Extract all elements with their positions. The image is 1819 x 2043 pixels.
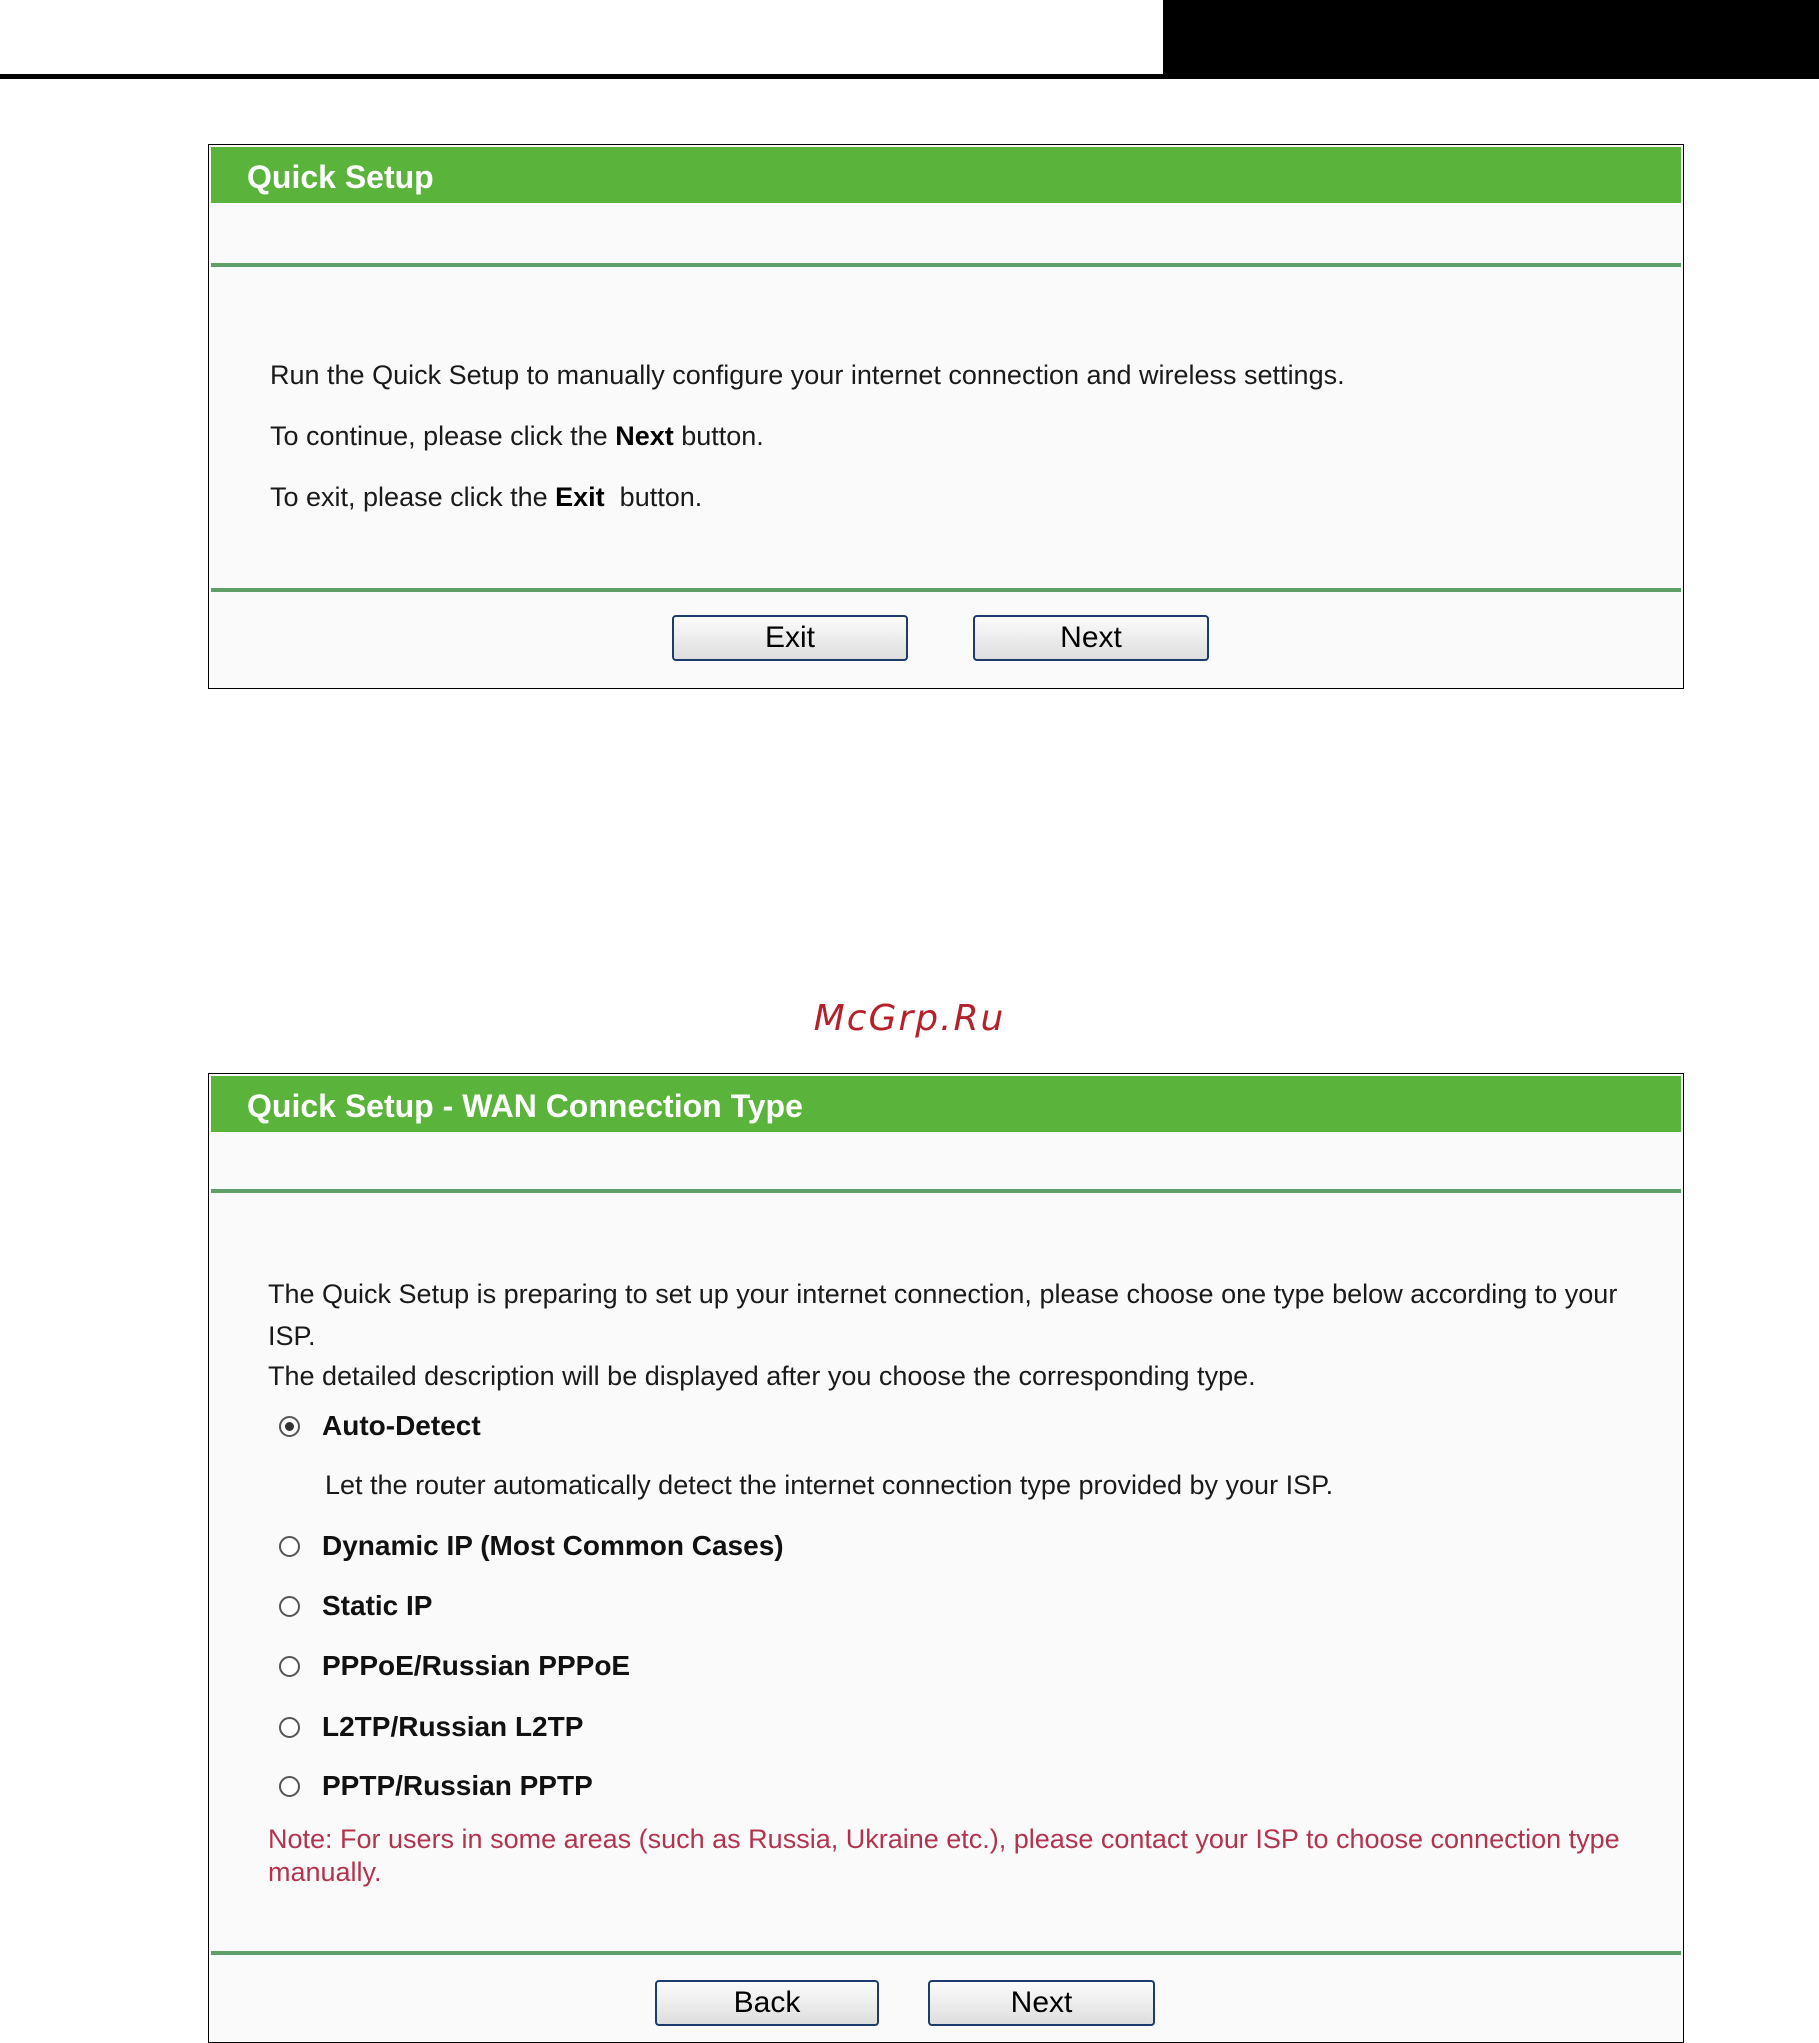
exit-button[interactable]: Exit xyxy=(672,615,908,661)
watermark: McGrp.Ru xyxy=(813,998,1006,1039)
option-label: PPTP/Russian PPTP xyxy=(322,1770,593,1801)
note-text: Note: For users in some areas (such as Russia, Ukraine etc.), please contact your ISP to choose connection type xyxy=(268,1824,1620,1854)
radio-option-pptp[interactable] xyxy=(279,1770,593,1802)
radio-button-icon[interactable] xyxy=(279,1596,300,1617)
intro-text: The Quick Setup is preparing to set up your internet connection, please choose one type below according to your xyxy=(268,1279,1618,1309)
description-hint: The detailed description will be displayed after you choose the corresponding type. xyxy=(268,1361,1256,1391)
footer-divider xyxy=(211,1951,1681,1955)
page-header-block xyxy=(1163,0,1819,79)
quick-setup-panel xyxy=(208,144,1684,689)
next-button[interactable]: Next xyxy=(928,1980,1155,2026)
option-label: PPPoE/Russian PPPoE xyxy=(322,1650,631,1681)
note-text-continued: manually. xyxy=(268,1857,382,1887)
option-label: Static IP xyxy=(322,1590,433,1621)
option-label: Dynamic IP (Most Common Cases) xyxy=(322,1530,784,1561)
panel-header xyxy=(211,147,1681,203)
panel-title: Quick Setup xyxy=(247,159,434,195)
radio-option-dynamic-ip[interactable] xyxy=(279,1530,784,1562)
radio-option-l2tp[interactable] xyxy=(279,1711,583,1743)
continue-instruction: To continue, please click the Next button. xyxy=(270,421,764,451)
header-divider xyxy=(211,263,1681,267)
exit-instruction: To exit, please click the Exit button. xyxy=(270,482,703,512)
footer-divider xyxy=(211,588,1681,592)
intro-text-continued: ISP. xyxy=(268,1321,316,1351)
back-button[interactable]: Back xyxy=(655,1980,879,2026)
wan-connection-type-panel xyxy=(208,1073,1684,2043)
radio-option-auto-detect[interactable] xyxy=(279,1410,481,1442)
panel-title: Quick Setup - WAN Connection Type xyxy=(247,1088,803,1124)
radio-selected-dot xyxy=(285,1422,294,1431)
option-label: L2TP/Russian L2TP xyxy=(322,1711,584,1742)
option-label: Auto-Detect xyxy=(322,1410,481,1441)
panel-header xyxy=(211,1076,1681,1132)
page-header-rule xyxy=(0,74,1163,79)
radio-button-icon[interactable] xyxy=(279,1416,300,1437)
radio-option-static-ip[interactable] xyxy=(279,1590,432,1622)
radio-button-icon[interactable] xyxy=(279,1717,300,1738)
intro-text: Run the Quick Setup to manually configure your internet connection and wireless settings. xyxy=(270,360,1345,390)
radio-button-icon[interactable] xyxy=(279,1776,300,1797)
next-button[interactable]: Next xyxy=(973,615,1209,661)
radio-button-icon[interactable] xyxy=(279,1656,300,1677)
radio-button-icon[interactable] xyxy=(279,1536,300,1557)
auto-detect-description: Let the router automatically detect the internet connection type provided by your ISP. xyxy=(325,1470,1334,1500)
radio-option-pppoe[interactable] xyxy=(279,1650,630,1682)
header-divider xyxy=(211,1189,1681,1193)
